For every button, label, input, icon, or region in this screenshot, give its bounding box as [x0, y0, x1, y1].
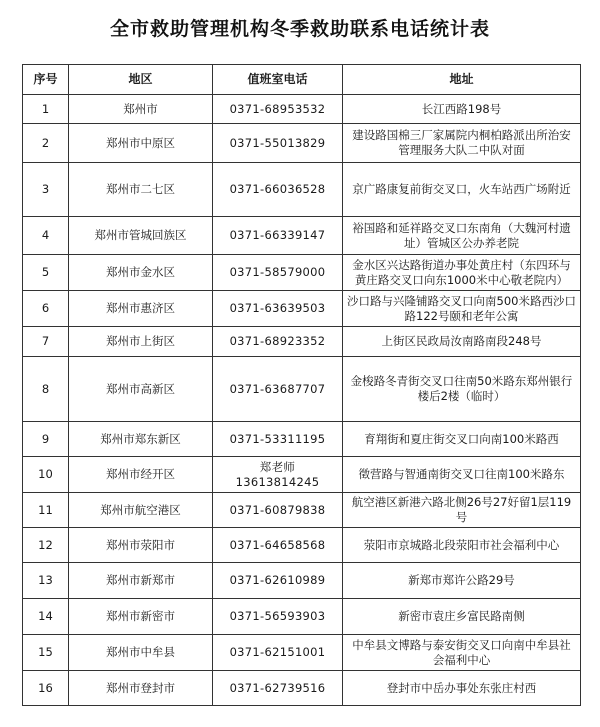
row-area: 郑州市高新区 [69, 357, 213, 422]
row-area: 郑州市 [69, 95, 213, 124]
table-row [23, 599, 581, 635]
row-address: 金水区兴达路街道办事处黄庄村（东四环与黄庄路交叉口向东1000米中心敬老院内） [343, 255, 581, 291]
row-number: 13 [23, 563, 69, 599]
table-row [23, 635, 581, 671]
header-phone: 值班室电话 [213, 65, 343, 95]
table-row [23, 422, 581, 457]
row-area: 郑州市金水区 [69, 255, 213, 291]
row-area: 郑州市经开区 [69, 457, 213, 493]
row-area: 郑州市二七区 [69, 163, 213, 217]
row-address: 沙口路与兴隆铺路交叉口向南500米路西沙口路122号颐和老年公寓 [343, 291, 581, 327]
table-row [23, 124, 581, 163]
row-area: 郑州市中牟县 [69, 635, 213, 671]
contact-mobile: 13613814245 [235, 474, 320, 489]
contact-table [22, 64, 581, 706]
row-address: 中牟县文博路与泰安街交叉口向南中牟县社会福利中心 [343, 635, 581, 671]
row-area: 郑州市中原区 [69, 124, 213, 163]
row-area: 郑州市登封市 [69, 671, 213, 706]
row-address: 裕国路和延祥路交叉口东南角（大魏河村遗址）管城区公办养老院 [343, 217, 581, 255]
row-number: 8 [23, 357, 69, 422]
row-address: 金梭路冬青街交叉口往南50米路东郑州银行楼后2楼（临时） [343, 357, 581, 422]
table-row [23, 563, 581, 599]
row-address: 新密市袁庄乡富民路南侧 [343, 599, 581, 635]
table-row [23, 357, 581, 422]
row-number: 4 [23, 217, 69, 255]
row-area: 郑州市荥阳市 [69, 528, 213, 563]
table-row [23, 255, 581, 291]
contact-name: 郑老师 [259, 459, 296, 474]
row-area: 郑州市新密市 [69, 599, 213, 635]
row-phone: 0371-55013829 [213, 124, 343, 163]
row-phone: 0371-68923352 [213, 327, 343, 357]
row-area: 郑州市上街区 [69, 327, 213, 357]
row-address: 登封市中岳办事处东张庄村西 [343, 671, 581, 706]
row-address: 长江西路198号 [343, 95, 581, 124]
row-phone: 0371-63687707 [213, 357, 343, 422]
row-address: 航空港区新港六路北侧26号27好留1层119号 [343, 493, 581, 528]
table-row [23, 217, 581, 255]
row-area: 郑州市惠济区 [69, 291, 213, 327]
row-phone: 0371-56593903 [213, 599, 343, 635]
row-number: 9 [23, 422, 69, 457]
row-phone: 0371-62151001 [213, 635, 343, 671]
table-row [23, 95, 581, 124]
row-number: 6 [23, 291, 69, 327]
page-title: 全市救助管理机构冬季救助联系电话统计表 [109, 18, 490, 40]
table-header-row [23, 65, 581, 95]
row-number: 14 [23, 599, 69, 635]
row-phone: 0371-58579000 [213, 255, 343, 291]
row-area: 郑州市郑东新区 [69, 422, 213, 457]
row-phone [213, 457, 343, 493]
header-number: 序号 [23, 65, 69, 95]
row-area: 郑州市新郑市 [69, 563, 213, 599]
row-phone: 0371-63639503 [213, 291, 343, 327]
header-area: 地区 [69, 65, 213, 95]
row-phone: 0371-68953532 [213, 95, 343, 124]
row-number: 1 [23, 95, 69, 124]
row-number: 2 [23, 124, 69, 163]
row-number: 7 [23, 327, 69, 357]
table-row [23, 493, 581, 528]
row-number: 5 [23, 255, 69, 291]
row-phone: 0371-62739516 [213, 671, 343, 706]
row-address: 上街区民政局汝南路南段248号 [343, 327, 581, 357]
table-row [23, 528, 581, 563]
row-number: 12 [23, 528, 69, 563]
row-address: 育翔街和夏庄街交叉口向南100米路西 [343, 422, 581, 457]
row-phone: 0371-66339147 [213, 217, 343, 255]
row-number: 15 [23, 635, 69, 671]
row-number: 10 [23, 457, 69, 493]
table-row [23, 671, 581, 706]
row-phone: 0371-53311195 [213, 422, 343, 457]
row-area: 郑州市航空港区 [69, 493, 213, 528]
table-row [23, 291, 581, 327]
table-row [23, 457, 581, 493]
row-address: 新郑市郑许公路29号 [343, 563, 581, 599]
row-number: 16 [23, 671, 69, 706]
row-number: 3 [23, 163, 69, 217]
table-row [23, 327, 581, 357]
row-address: 京广路康复前街交叉口，火车站西广场附近 [343, 163, 581, 217]
row-phone: 0371-62610989 [213, 563, 343, 599]
row-address: 建设路国棉三厂家属院内桐柏路派出所治安管理服务大队二中队对面 [343, 124, 581, 163]
row-phone: 0371-60879838 [213, 493, 343, 528]
row-area: 郑州市管城回族区 [69, 217, 213, 255]
header-address: 地址 [343, 65, 581, 95]
table-row [23, 163, 581, 217]
row-address: 荥阳市京城路北段荥阳市社会福利中心 [343, 528, 581, 563]
row-number: 11 [23, 493, 69, 528]
row-phone: 0371-66036528 [213, 163, 343, 217]
row-address: 徵营路与智通南街交叉口往南100米路东 [343, 457, 581, 493]
row-phone: 0371-64658568 [213, 528, 343, 563]
